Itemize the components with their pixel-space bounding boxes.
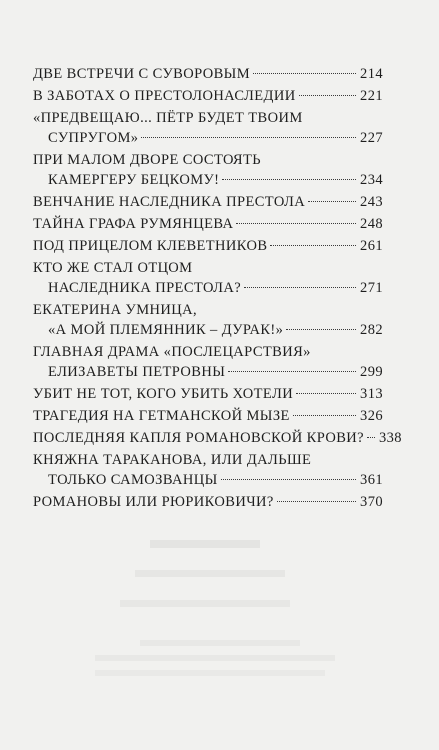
- toc-entry-title: УБИТ НЕ ТОТ, КОГО УБИТЬ ХОТЕЛИ: [33, 386, 294, 402]
- toc-entry[interactable]: [33, 406, 383, 426]
- dot-leader: [367, 437, 375, 438]
- toc-entry-line: [33, 362, 383, 382]
- toc-page-number: 234: [360, 172, 383, 188]
- dot-leader: [296, 393, 356, 394]
- toc-entry-title: КНЯЖНА ТАРАКАНОВА, ИЛИ ДАЛЬШЕ: [33, 452, 312, 468]
- dot-leader: [270, 245, 356, 246]
- toc-entry[interactable]: [33, 192, 383, 212]
- toc-entry-line: [33, 108, 383, 128]
- toc-page-number: 282: [360, 322, 383, 338]
- show-through-smudge-5: [95, 655, 335, 661]
- toc-entry-line: [33, 428, 402, 448]
- toc-page-number: 361: [360, 472, 383, 488]
- toc-entry-line: [33, 170, 383, 190]
- toc-entry-line: [33, 214, 383, 234]
- toc-entry-line: [33, 236, 383, 256]
- toc-page-number: 338: [379, 430, 402, 446]
- dot-leader: [244, 287, 356, 288]
- toc-entry-title: ВЕНЧАНИЕ НАСЛЕДНИКА ПРЕСТОЛА: [33, 194, 306, 210]
- dot-leader: [222, 179, 356, 180]
- dot-leader: [308, 201, 356, 202]
- toc-entry[interactable]: [33, 300, 383, 340]
- toc-entry-line: [33, 300, 383, 320]
- toc-entry[interactable]: [33, 214, 383, 234]
- show-through-smudge-2: [135, 570, 285, 577]
- toc-entry-line: [33, 470, 383, 490]
- toc-page-number: 313: [360, 386, 383, 402]
- toc-entry[interactable]: [33, 86, 383, 106]
- toc-entry[interactable]: [33, 492, 383, 512]
- toc-entry-title: НАСЛЕДНИКА ПРЕСТОЛА?: [48, 280, 242, 296]
- toc-entry[interactable]: [33, 236, 383, 256]
- show-through-smudge-4: [140, 640, 300, 646]
- toc-entry-title: ПОД ПРИЦЕЛОМ КЛЕВЕТНИКОВ: [33, 238, 268, 254]
- toc-entry-line: [33, 320, 383, 340]
- toc-entry-title: СУПРУГОМ»: [48, 130, 139, 146]
- toc-entry-title: ПРИ МАЛОМ ДВОРЕ СОСТОЯТЬ: [33, 152, 261, 168]
- toc-entry-line: [33, 384, 383, 404]
- toc-page-number: 248: [360, 216, 383, 232]
- toc-page-number: 243: [360, 194, 383, 210]
- toc-entry-title: «ПРЕДВЕЩАЮ... ПЁТР БУДЕТ ТВОИМ: [33, 110, 303, 126]
- show-through-smudge-1: [150, 540, 260, 548]
- toc-page-number: 227: [360, 130, 383, 146]
- toc-entry-title: «А МОЙ ПЛЕМЯННИК – ДУРАК!»: [48, 322, 284, 338]
- toc-entry-line: [33, 406, 383, 426]
- toc-entry[interactable]: [33, 64, 383, 84]
- toc-entry[interactable]: [33, 384, 383, 404]
- toc-entry-title: ТАЙНА ГРАФА РУМЯНЦЕВА: [33, 216, 234, 232]
- dot-leader: [253, 73, 356, 74]
- dot-leader: [299, 95, 356, 96]
- dot-leader: [141, 137, 356, 138]
- table-of-contents: [33, 64, 402, 514]
- toc-entry-line: [33, 342, 383, 362]
- toc-entry-line: [33, 64, 383, 84]
- toc-page-number: 221: [360, 88, 383, 104]
- toc-entry[interactable]: [33, 428, 402, 448]
- toc-entry[interactable]: [33, 450, 383, 490]
- toc-entry-title: ПОСЛЕДНЯЯ КАПЛЯ РОМАНОВСКОЙ КРОВИ?: [33, 430, 364, 446]
- toc-page-number: 326: [360, 408, 383, 424]
- dot-leader: [277, 501, 356, 502]
- toc-entry[interactable]: [33, 150, 383, 190]
- dot-leader: [221, 479, 356, 480]
- toc-entry[interactable]: [33, 258, 383, 298]
- toc-entry[interactable]: [33, 108, 383, 148]
- toc-entry-line: [33, 450, 383, 470]
- toc-page-number: 370: [360, 494, 383, 510]
- toc-page-number: 271: [360, 280, 383, 296]
- dot-leader: [286, 329, 356, 330]
- toc-entry-title: В ЗАБОТАХ О ПРЕСТОЛОНАСЛЕДИИ: [33, 88, 296, 104]
- show-through-smudge-6: [95, 670, 325, 676]
- toc-entry-line: [33, 86, 383, 106]
- toc-entry-title: РОМАНОВЫ ИЛИ РЮРИКОВИЧИ?: [33, 494, 274, 510]
- toc-page-number: 214: [360, 66, 383, 82]
- toc-entry[interactable]: [33, 342, 383, 382]
- dot-leader: [228, 371, 356, 372]
- toc-page-number: 299: [360, 364, 383, 380]
- toc-entry-title: ЕКАТЕРИНА УМНИЦА,: [33, 302, 198, 318]
- dot-leader: [293, 415, 356, 416]
- toc-entry-title: ТОЛЬКО САМОЗВАНЦЫ: [48, 472, 218, 488]
- toc-entry-title: КАМЕРГЕРУ БЕЦКОМУ!: [48, 172, 220, 188]
- toc-entry-line: [33, 492, 383, 512]
- toc-entry-line: [33, 258, 383, 278]
- toc-entry-title: ГЛАВНАЯ ДРАМА «ПОСЛЕЦАРСТВИЯ»: [33, 344, 311, 360]
- toc-entry-title: ТРАГЕДИЯ НА ГЕТМАНСКОЙ МЫЗЕ: [33, 408, 290, 424]
- toc-page-number: 261: [360, 238, 383, 254]
- dot-leader: [236, 223, 356, 224]
- toc-entry-line: [33, 150, 383, 170]
- toc-entry-line: [33, 278, 383, 298]
- toc-entry-line: [33, 128, 383, 148]
- show-through-smudge-3: [120, 600, 290, 607]
- toc-entry-line: [33, 192, 383, 212]
- toc-entry-title: ДВЕ ВСТРЕЧИ С СУВОРОВЫМ: [33, 66, 250, 82]
- toc-entry-title: КТО ЖЕ СТАЛ ОТЦОМ: [33, 260, 193, 276]
- toc-entry-title: ЕЛИЗАВЕТЫ ПЕТРОВНЫ: [48, 364, 226, 380]
